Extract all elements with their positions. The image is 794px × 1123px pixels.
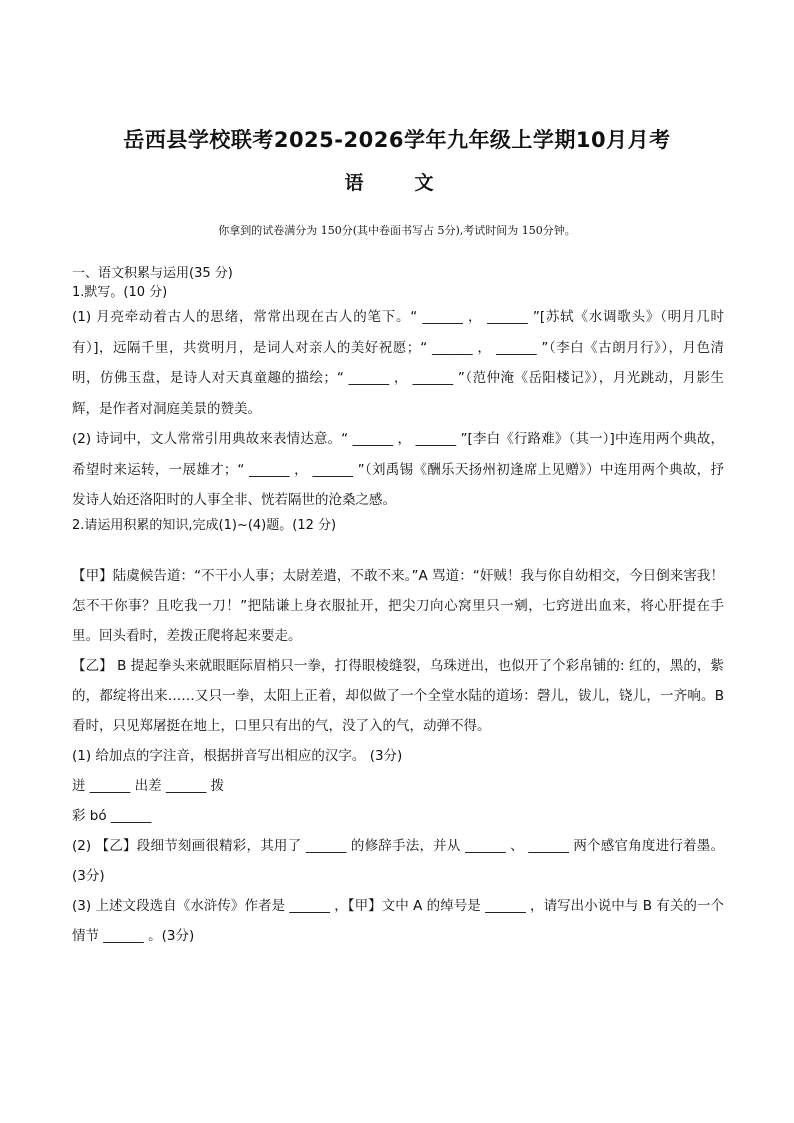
exam-title: 岳西县学校联考2025-2026学年九年级上学期10月月考 bbox=[123, 128, 671, 152]
sub-question-1: (1) 给加点的字注音，根据拼音写出相应的汉字。 (3分) bbox=[72, 747, 403, 764]
sub-question-1-line-a: 迸 ______ 出差 ______ 拨 bbox=[72, 777, 225, 794]
passage-yi: 【乙】 B 提起拳头来就眼眶际眉梢只一拳，打得眼棱缝裂，乌珠迸出，也似开了个彩帛铺的: 红的，黑的，紫的，都绽将出来……又只一拳，太阳上正着，却似做了一个全堂水陆的道场：磬儿，钹儿，铙儿，一齐响。B 看时，只见郑屠挺在地上，口里只有出的气，没了入的气，动弹不得。 bbox=[72, 657, 724, 734]
question-1-part-2: (2) 诗词中，文人常常引用典故来表情达意。“ ______ ， ______ ”[李白《行路难》（其一）]中连用两个典故，希望时来运转，一展雄才；“ ______ ， ______ ”（刘禹锡《酬乐天扬州初逢席上见赠》）中连用两个典故，抒发诗人始还洛阳时的人事全非、恍若隔世的沧桑之感。 bbox=[72, 431, 724, 508]
passage-jia: 【甲】陆虞候告道：“不干小人事；太尉差遣，不敢不来。”A 骂道：“奸贼！我与你自幼相交，今日倒来害我！怎不干你事？且吃我一刀！”把陆谦上身衣服扯开，把尖刀向心窝里只一剜，七窍迸出血来，将心肝提在手里。回头看时，差拨正爬将起来要走。 bbox=[72, 567, 724, 644]
section-heading: 一、语文积累与运用(35 分) bbox=[72, 266, 233, 281]
sub-question-1-line-b: 彩 bó ______ bbox=[72, 807, 152, 824]
sub-question-3: (3) 上述文段选自《水浒传》作者是 ______ ，【甲】文中 A 的绰号是 ______ ，请写出小说中与 B 有关的一个情节 ______ 。(3分) bbox=[72, 897, 724, 944]
exam-content bbox=[72, 264, 724, 951]
spacer bbox=[72, 535, 724, 561]
question-1-title: 1.默写。(10 分) bbox=[72, 285, 168, 300]
question-1-part-1: (1) 月亮牵动着古人的思绪，常常出现在古人的笔下。“ ______ ， ______ ”[苏轼《水调歌头》（明月几时有）]，远隔千里，共赏明月，是词人对亲人的美好祝愿；“ ______ ， ______ ”（李白《古朗月行》），月色清明，仿佛玉盘，是诗人对天真童趣的描绘；“ ______ ， ______ ”（范仲淹《岳阳楼记》），月光跳动，月影生辉，是作者对洞庭美景的赞美。 bbox=[72, 309, 724, 417]
exam-notice: 你拿到的试卷满分为 150分(其中卷面书写占 5分),考试时间为 150分钟。 bbox=[218, 224, 576, 237]
sub-question-2: (2) 【乙】段细节刻画很精彩，其用了 ______ 的修辞手法，并从 ______ 、 ______ 两个感官角度进行着墨。(3分) bbox=[72, 837, 724, 884]
subject-title: 语 文 bbox=[344, 172, 450, 194]
question-2-title: 2.请运用积累的知识,完成(1)~(4)题。(12 分) bbox=[72, 517, 337, 533]
